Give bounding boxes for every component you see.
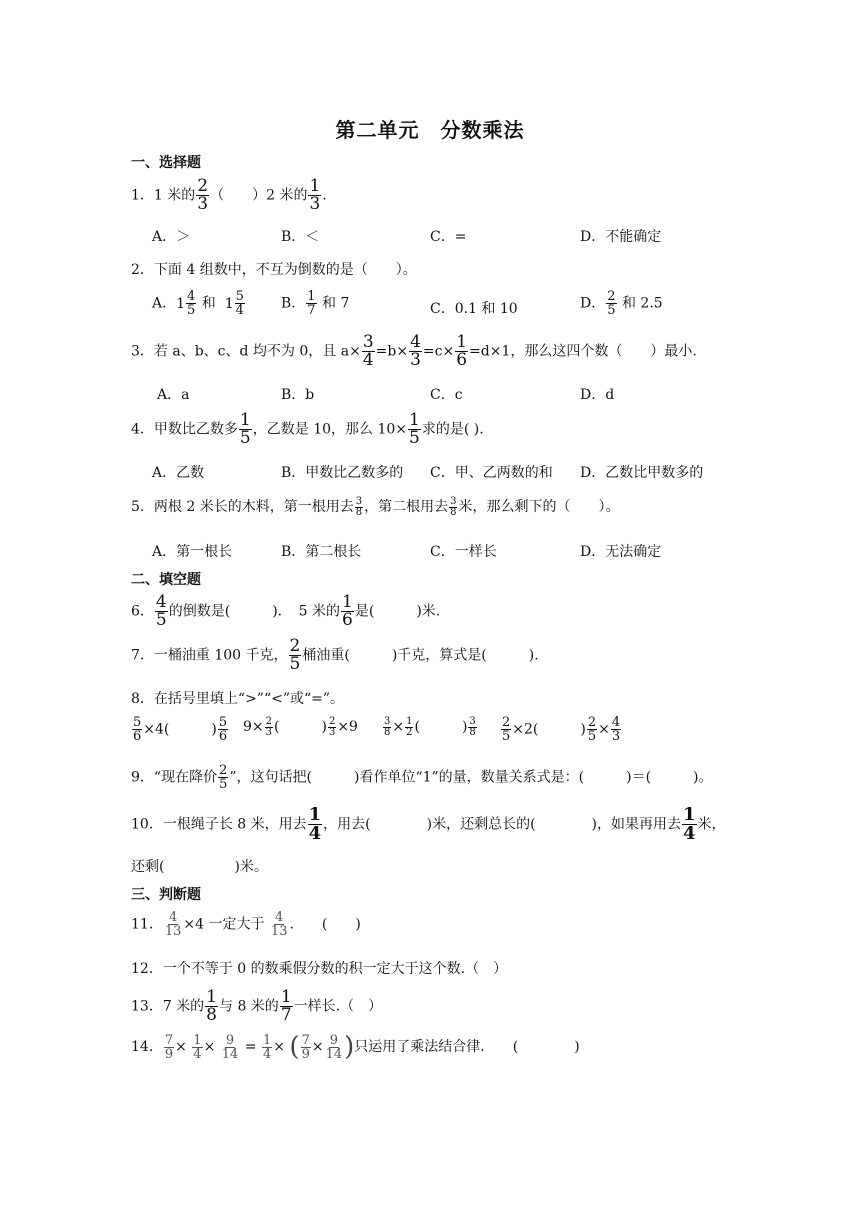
q4-option-c[interactable]: C．甲、乙两数的和 bbox=[430, 465, 553, 481]
question-10: 10．一根绳子长 8 米，用去 $\frac{1}{4}$ ，用去( )米，还剩总长的( )，如果再用去 $\frac{1}{4}$ 米， bbox=[131, 804, 726, 844]
q1-option-c[interactable]: C．= bbox=[430, 229, 467, 245]
q1-option-a[interactable]: A．＞ bbox=[152, 229, 191, 245]
q1-option-d[interactable]: D．不能确定 bbox=[580, 229, 662, 245]
page-title: 第二单元 分数乘法 bbox=[335, 118, 525, 142]
q3-option-c[interactable]: C．c bbox=[430, 387, 463, 403]
q4-option-d[interactable]: D．乙数比甲数多的 bbox=[580, 465, 704, 481]
question-9: 9．“现在降价 $\frac{2}{5}$ ”，这句话把( )看作单位“1”的量，数量关系式是：( )＝( )。 bbox=[131, 763, 713, 792]
q3-option-b[interactable]: B．b bbox=[281, 387, 315, 403]
section-heading-fill: 二、填空题 bbox=[131, 572, 201, 588]
q1-option-b[interactable]: B．＜ bbox=[281, 229, 320, 245]
q4-option-a[interactable]: A．乙数 bbox=[152, 465, 205, 481]
q8-expression-3: $\frac{3}{8}$ × $\frac{1}{2}$ ( ) $\frac{3}{8}$ bbox=[384, 715, 476, 738]
question-5: 5．两根 2 米长的木料，第一根用去 $\frac{3}{8}$ ，第二根用去 $\frac{3}{8}$ 米，那么剩下的（ ）。 bbox=[131, 495, 620, 518]
question-3: 3．若 a、b、c、d 均不为 0，且 a× $\frac{3}{4}$ =b× $\frac{4}{3}$ =c× $\frac{1}{6}$ =d×1，那么这四个数（ ）最小. bbox=[131, 332, 697, 370]
question-8: 8．在括号里填上“>”“<”或“=”。 bbox=[131, 691, 345, 707]
q3-option-a[interactable]: A．a bbox=[157, 387, 190, 403]
q8-expression-1: $\frac{5}{6}$ ×4( ) $\frac{5}{6}$ bbox=[133, 715, 228, 744]
q2-option-c[interactable]: C．0.1 和 10 bbox=[430, 301, 518, 317]
question-14: 14． $\frac{7}{9}$ × $\frac{1}{4}$ × $\frac{9}{14}$ = $\frac{1}{4}$ × ( $\frac{7}{9}$ × $\frac{9}{14}$ )只运用了乘法结合律. ( ) bbox=[131, 1032, 580, 1062]
q2-option-d[interactable]: D． $\frac{2}{5}$ 和 2.5 bbox=[580, 289, 663, 318]
section-heading-judge: 三、判断题 bbox=[131, 887, 201, 903]
fraction: $\frac{1}{3}$ bbox=[309, 176, 321, 214]
q8-expression-4: $\frac{2}{5}$ ×2( ) $\frac{2}{5}$ × $\frac{4}{3}$ bbox=[502, 715, 621, 744]
question-13: 13．7 米的 $\frac{1}{8}$ 与 8 米的 $\frac{1}{7}$ 一样长.（ ） bbox=[131, 987, 383, 1025]
fraction: $\frac{2}{3}$ bbox=[197, 176, 209, 214]
q5-option-a[interactable]: A．第一根长 bbox=[152, 544, 233, 560]
question-2: 2．下面 4 组数中，不互为倒数的是（ ）。 bbox=[131, 262, 417, 278]
q5-option-c[interactable]: C．一样长 bbox=[430, 544, 497, 560]
question-11: 11． $\frac{4}{13}$ ×4 一定大于 $\frac{4}{13}$ . ( ) bbox=[131, 910, 361, 939]
question-12: 12．一个不等于 0 的数乘假分数的积一定大于这个数.（ ） bbox=[131, 961, 508, 977]
q2-option-b[interactable]: B． $\frac{1}{7}$ 和 7 bbox=[281, 289, 350, 318]
q5-option-d[interactable]: D．无法确定 bbox=[580, 544, 662, 560]
question-6: 6． $\frac{4}{5}$ 的倒数是( )． 5 米的 $\frac{1}{6}$ 是( )米. bbox=[131, 592, 441, 630]
q3-option-d[interactable]: D．d bbox=[580, 387, 615, 403]
q8-expression-2: 9× $\frac{2}{3}$ ( ) $\frac{2}{3}$ ×9 bbox=[243, 715, 358, 738]
q4-option-b[interactable]: B．甲数比乙数多的 bbox=[281, 465, 404, 481]
q5-option-b[interactable]: B．第二根长 bbox=[281, 544, 362, 560]
question-7: 7．一桶油重 100 千克， $\frac{2}{5}$ 桶油重( )千克，算式是( ). bbox=[131, 636, 539, 674]
question-1: 1．1 米的 $\frac{2}{3}$ （ ）2 米的 $\frac{1}{3}$ . bbox=[131, 176, 327, 214]
section-heading-choice: 一、选择题 bbox=[131, 155, 201, 171]
question-10-line-2: 还剩( )米。 bbox=[131, 859, 268, 875]
q2-option-a[interactable]: A． 1 $\frac{4}{5}$ 和 1 $\frac{5}{4}$ bbox=[152, 289, 244, 318]
question-4: 4．甲数比乙数多 $\frac{1}{5}$ ，乙数是 10，那么 10× $\frac{1}{5}$ 求的是( ). bbox=[131, 410, 484, 448]
